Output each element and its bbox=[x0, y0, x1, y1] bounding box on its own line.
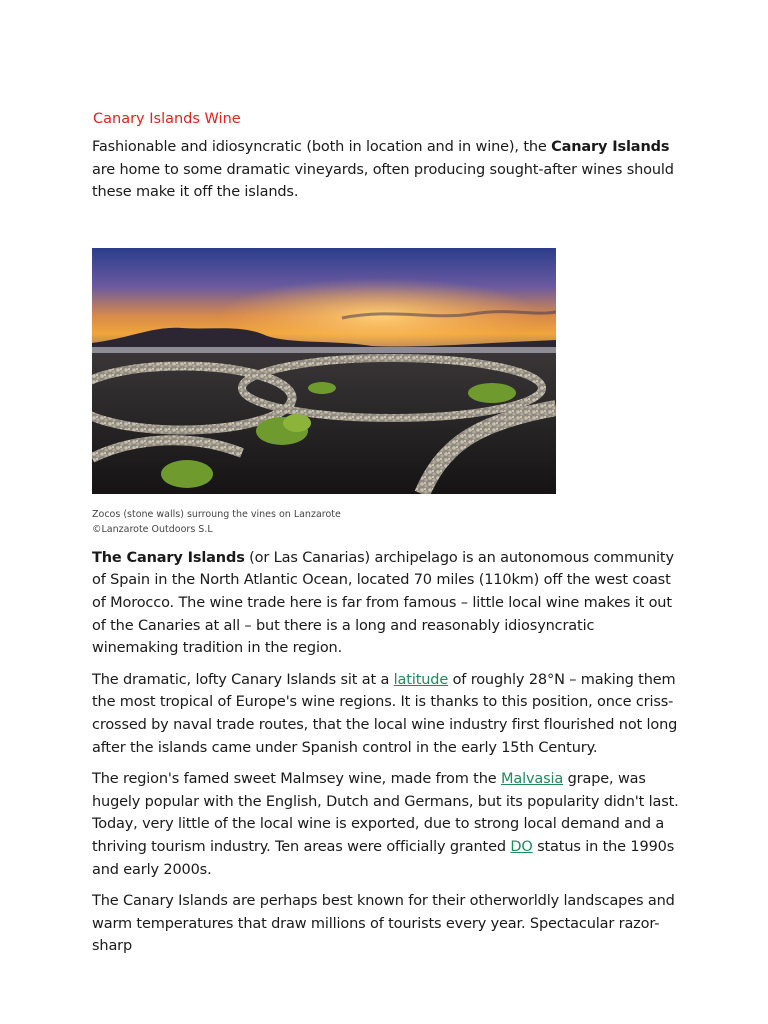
intro-paragraph bbox=[92, 136, 682, 204]
paragraph-4: The Canary Islands are perhaps best known for their otherworldly landscapes and warm temperatures that draw millions of tourists every year. Spectacular razor-sharp bbox=[92, 893, 675, 955]
paragraph-1-bold: The Canary Islands bbox=[92, 549, 245, 566]
article-heading: Canary Islands Wine bbox=[93, 111, 241, 127]
intro-text-end: are home to some dramatic vineyards, often producing sought-after wines should these make it off the islands. bbox=[92, 161, 674, 201]
latitude-link[interactable]: latitude bbox=[393, 671, 449, 688]
caption-credit: ©Lanzarote Outdoors S.L bbox=[92, 523, 213, 535]
paragraph-3 bbox=[92, 768, 682, 881]
paragraph-3-text-end: status in the 1990s and early 2000s. bbox=[92, 838, 675, 878]
paragraph-1 bbox=[92, 547, 682, 660]
paragraph-2 bbox=[92, 669, 682, 759]
paragraph-2-text: The dramatic, lofty Canary Islands sit at a bbox=[92, 671, 394, 688]
image-caption bbox=[92, 507, 682, 537]
intro-bold: Canary Islands bbox=[551, 139, 670, 155]
intro-text: Fashionable and idiosyncratic (both in location and in wine), the bbox=[92, 139, 552, 155]
paragraph-1-text: (or Las Canarias) archipelago is an autonomous community of Spain in the North Atlantic Ocean, located 70 miles (110km) off the west coast of Morocco. The wine trade here is far from famous – little local wine makes it out of the Canaries at all – but there is a long and reasonably idiosyncratic winemaking tradition in the region. bbox=[92, 549, 674, 657]
paragraph-3-text-middle: grape, was hugely popular with the English, Dutch and Germans, but its popularity didn't last. Today, very little of the local wine is exported, due to strong local demand and a thriving tourism industry. Ten areas were officially granted bbox=[92, 771, 679, 855]
article bbox=[92, 108, 682, 967]
paragraph-2-text-end: of roughly 28°N – making them the most tropical of Europe's wine regions. It is thanks to this position, once criss-crossed by naval trade routes, that the local wine industry first flourished not long after the islands came under Spanish control in the early 15th Century. bbox=[92, 671, 678, 756]
vineyard-photo bbox=[92, 248, 556, 494]
caption-line: Zocos (stone walls) surroung the vines on Lanzarote bbox=[92, 508, 341, 520]
malvasia-link[interactable]: Malvasia bbox=[500, 771, 564, 788]
paragraph-3-text: The region's famed sweet Malmsey wine, made from the bbox=[92, 771, 501, 788]
do-link[interactable]: DO bbox=[510, 838, 533, 855]
